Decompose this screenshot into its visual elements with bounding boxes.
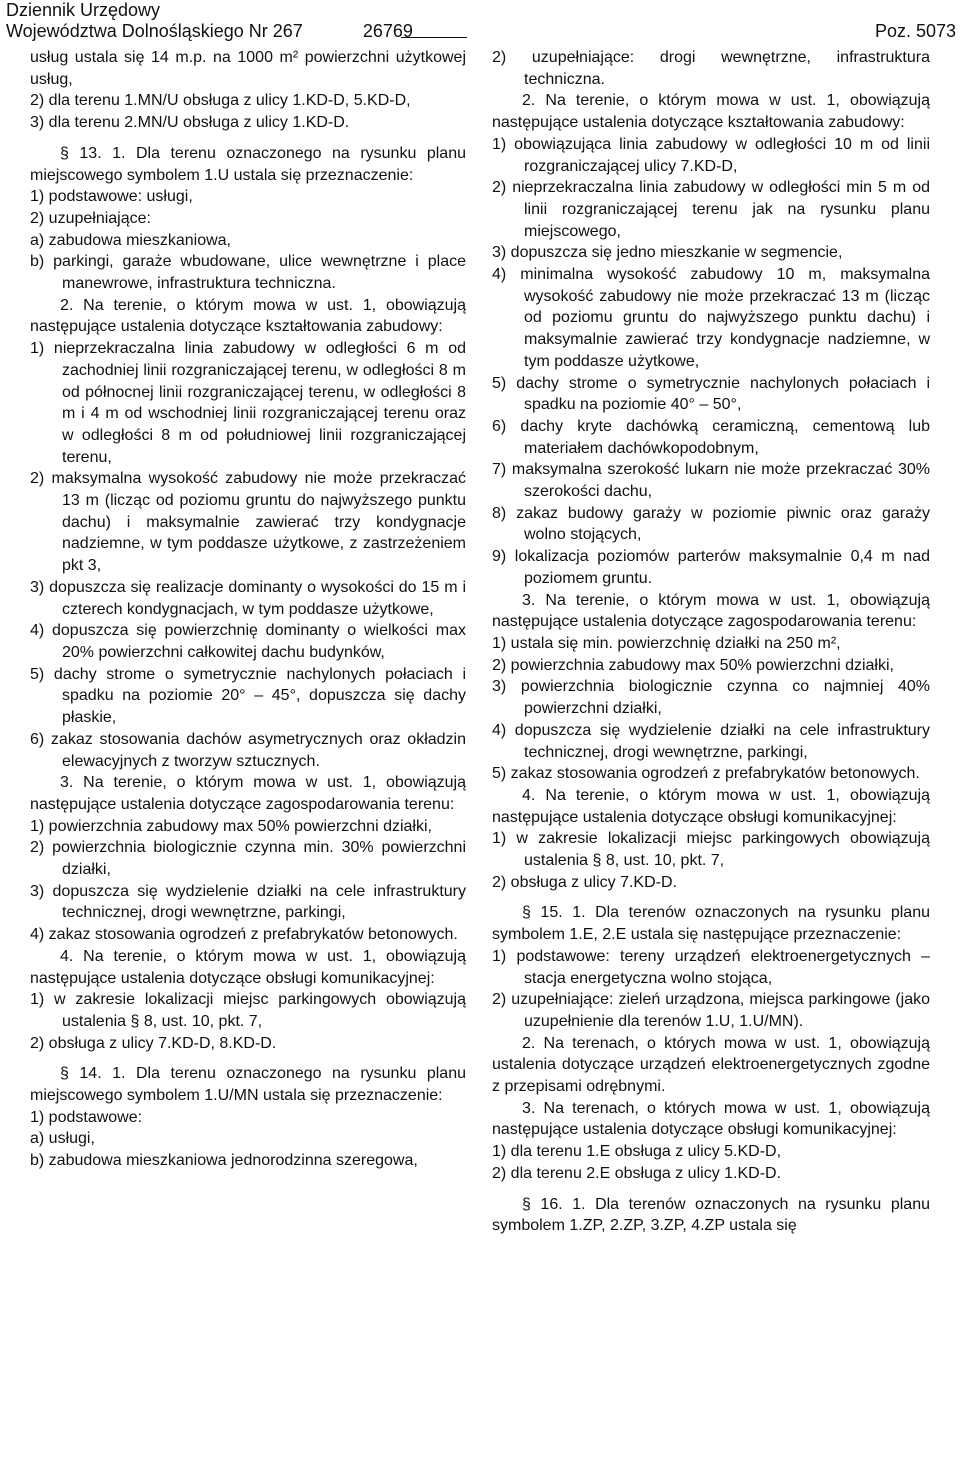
list-item: 1) w zakresie lokalizacji miejsc parkingowych obowiązują ustalenia § 8, ust. 10, pkt. 7, [492,830,930,870]
list-item: 9) lokalizacja poziomów parterów maksymalnie 0,4 m nad poziomem gruntu. [492,548,930,587]
list-item: 7) maksymalna szerokość lukarn nie może przekraczać 30% szerokości dachu, [492,461,930,501]
paragraph: 2. Na terenach, o których mowa w ust. 1, obowiązują ustalenia dotyczące urządzeń elektroenergetycznych zgodne z przepisami odrębnymi. [492,1034,930,1096]
list-item: 2) obsługa z ulicy 7.KD-D, 8.KD-D. [30,1034,277,1052]
right-column [492,47,930,1237]
list-item: 2) obsługa z ulicy 7.KD-D. [492,873,677,891]
list-item: b) zabudowa mieszkaniowa jednorodzinna szeregowa, [30,1152,418,1170]
page-header [6,0,956,42]
paragraph: 2. Na terenie, o którym mowa w ust. 1, obowiązują następujące ustalenia dotyczące kształtowania zabudowy: [30,296,466,336]
paragraph: 4. Na terenie, o którym mowa w ust. 1, obowiązują następujące ustalenia dotyczące obsługi komunikacyjnej: [30,947,466,987]
list-item: 6) dachy kryte dachówką ceramiczną, cementową lub materiałem dachówkopodobnym, [492,417,930,457]
list-item: b) parkingi, garaże wbudowane, ulice wewnętrzne i place manewrowe, infrastruktura techniczna. [30,253,466,293]
list-item: 2) uzupełniające: [30,209,151,227]
list-item: 2) powierzchnia biologicznie czynna min. 30% powierzchni działki, [30,839,466,879]
list-item: 2) nieprzekraczalna linia zabudowy w odległości min 5 m od linii rozgraniczającej terenu jak na rysunku planu miejscowego, [492,179,930,240]
paragraph: 3. Na terenach, o których mowa w ust. 1, obowiązują następujące ustalenia dotyczące obsługi komunikacyjnej: [492,1099,930,1139]
list-item: 1) ustala się min. powierzchnię działki na 250 m², [492,634,841,652]
paragraph: 3. Na terenie, o którym mowa w ust. 1, obowiązują następujące ustalenia dotyczące zagospodarowania terenu: [492,591,930,631]
section-gap [492,1185,930,1194]
list-item: 1) nieprzekraczalna linia zabudowy w odległości 6 m od zachodniej linii rozgraniczającej terenu, w odległości 8 m od północnej linii rozgraniczającej terenu, w odległości 8 m i 4 m od wschodniej linii rozgraniczającej terenu oraz w odległości 8 m od południowej linii rozgraniczającej terenu, [30,340,466,466]
list-item: 2) dla terenu 1.MN/U obsługa z ulicy 1.KD-D, 5.KD-D, [30,92,411,110]
paragraph: § 16. 1. Dla terenów oznaczonych na rysunku planu symbolem 1.ZP, 2.ZP, 3.ZP, 4.ZP ustala się [492,1195,930,1235]
list-item: 5) dachy strome o symetrycznie nachylonych połaciach i spadku na poziomie 40° – 50°, [492,374,930,414]
list-item: 3) dopuszcza się realizacje dominanty o wysokości do 15 m i czterech kondygnacjach, w tym poddasze użytkowe, [30,578,466,618]
position-number: Poz. 5073 [874,21,956,41]
text-block: usług ustala się 14 m.p. na 1000 m² powierzchni użytkowej usług, [30,49,466,88]
paragraph: 2. Na terenie, o którym mowa w ust. 1, obowiązują następujące ustalenia dotyczące kształtowania zabudowy: [492,92,930,132]
list-item: 6) zakaz stosowania dachów asymetrycznych oraz okładzin elewacyjnych z tworzyw sztucznych. [30,730,466,770]
list-item: 2) uzupełniające: drogi wewnętrzne, infrastruktura techniczna. [492,49,930,88]
list-item: 2) dla terenu 2.E obsługa z ulicy 1.KD-D. [492,1164,782,1182]
section-gap [492,893,930,902]
list-item: 4) minimalna wysokość zabudowy 10 m, maksymalna wysokość zabudowy nie może przekraczać 13 m (licząc od poziomu gruntu do najwyższego punktu dachu) i maksymalnie zawierać trzy kondygnacje nadziemne, w tym poddasze użytkowe, [492,266,930,370]
list-item: 2) maksymalna wysokość zabudowy nie może przekraczać 13 m (licząc od poziomu gruntu do najwyższego punktu dachu) i maksymalnie zawierać trzy kondygnacje nadziemne, w tym poddasze użytkowe, z zastrzeżeniem pkt 3, [30,470,466,575]
list-item: 5) dachy strome o symetrycznie nachylonych połaciach i spadku na poziomie 20° – 45°, dopuszcza się dachy płaskie, [30,665,466,727]
paragraph: § 14. 1. Dla terenu oznaczonego na rysunku planu miejscowego symbolem 1.U/MN ustala się przeznaczenie: [30,1065,466,1105]
page-number: 26769 [362,21,413,41]
list-item: 3) dla terenu 2.MN/U obsługa z ulicy 1.KD-D. [30,114,350,132]
list-item: 1) w zakresie lokalizacji miejsc parkingowych obowiązują ustalenia § 8, ust. 10, pkt. 7, [30,991,466,1030]
list-item: 4) zakaz stosowania ogrodzeń z prefabrykatów betonowych. [30,926,458,944]
header-row [6,21,956,42]
list-item: 4) dopuszcza się powierzchnię dominanty o wielkości max 20% powierzchni całkowitej dachu budynków, [30,622,466,661]
list-item: 1) powierzchnia zabudowy max 50% powierzchni działki, [30,817,432,835]
paragraph: 3. Na terenie, o którym mowa w ust. 1, obowiązują następujące ustalenia dotyczące zagospodarowania terenu: [30,774,466,813]
paragraph: § 15. 1. Dla terenów oznaczonych na rysunku planu symbolem 1.E, 2.E ustala się następujące przeznaczenie: [492,904,930,944]
left-column [30,47,466,1172]
paragraph: § 13. 1. Dla terenu oznaczonego na rysunku planu miejscowego symbolem 1.U ustala się przeznaczenie: [30,144,466,184]
list-item: 4) dopuszcza się wydzielenie działki na cele infrastruktury technicznej, drogi wewnętrzne, parkingi, [492,721,930,761]
list-item: a) usługi, [30,1130,95,1148]
list-item: 3) dopuszcza się wydzielenie działki na cele infrastruktury technicznej, drogi wewnętrzne, parkingi, [30,882,466,922]
list-item: 2) uzupełniające: zieleń urządzona, miejsca parkingowe (jako uzupełnienie dla terenów 1.U, 1.U/MN). [492,991,930,1030]
paragraph: 4. Na terenie, o którym mowa w ust. 1, obowiązują następujące ustalenia dotyczące obsługi komunikacyjnej: [492,786,930,826]
list-item: 2) powierzchnia zabudowy max 50% powierzchni działki, [492,656,894,674]
list-item: 1) podstawowe: tereny urządzeń elektroenergetycznych – stacja energetyczna wolno stojąca, [492,947,930,987]
section-gap [30,1054,466,1063]
header-dash-rule [401,37,467,38]
list-item: 8) zakaz budowy garaży w poziomie piwnic oraz garaży wolno stojących, [492,504,930,544]
list-item: 3) powierzchnia biologicznie czynna co najmniej 40% powierzchni działki, [492,678,930,718]
list-item: 3) dopuszcza się jedno mieszkanie w segmencie, [492,244,843,262]
list-item: 1) podstawowe: [30,1108,143,1126]
journal-subtitle: Województwa Dolnośląskiego Nr 267 [6,21,303,41]
section-gap [30,134,466,143]
list-item: 5) zakaz stosowania ogrodzeń z prefabrykatów betonowych. [492,765,920,783]
list-item: 1) obowiązująca linia zabudowy w odległości 10 m od linii rozgraniczającej ulicy 7.KD-D, [492,135,930,175]
journal-title: Dziennik Urzędowy [6,0,161,20]
list-item: a) zabudowa mieszkaniowa, [30,231,231,249]
list-item: 1) podstawowe: usługi, [30,188,193,206]
list-item: 1) dla terenu 1.E obsługa z ulicy 5.KD-D, [492,1143,782,1161]
